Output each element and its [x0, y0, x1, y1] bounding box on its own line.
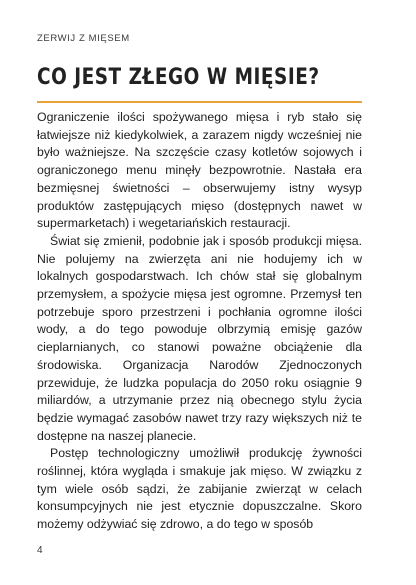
paragraph-3: Postęp technologiczny umożliwił produkcję żywności roślinnej, która wygląda i smakuje jak mięso. W związku z tym wiele osób sądzi, że zabijanie zwierząt w celach konsumpcyjnych nie jest etycznie dopuszczalne. Skoro możemy odżywiać się zdrowo, a do tego w sposób	[37, 446, 362, 532]
body-text	[37, 109, 362, 534]
running-header: ZERWIJ Z MIĘSEM	[37, 33, 130, 44]
title-underline	[37, 101, 362, 103]
paragraph-2: Świat się zmienił, podobnie jak i sposób produkcji mięsa. Nie polujemy na zwierzęta ani nie hodujemy ich w lokalnych gospodarstwach. Ich chów stał się globalnym przemysłem, a spożycie mięsa jest ogromne. Przemysł ten potrzebuje sporo przestrzeni i pochłania ogromne ilości wody, a do tego powoduje olbrzymią emisję gazów cieplarnianych, co stanowi poważne obciążenie dla środowiska. Organizacja Narodów Zjednoczonych przewiduje, że ludzka populacja do 2050 roku osiągnie 9 miliardów, a utrzymanie przez nią obecnego stylu życia będzie wymagać zasobów nawet trzy razy większych niż te dostępne na naszej planecie.	[37, 233, 362, 443]
page-number: 4	[37, 545, 43, 556]
paragraph-1: Ograniczenie ilości spożywanego mięsa i ryb stało się łatwiejsze niż kiedykolwiek, a zarazem nigdy wcześniej nie było ważniejsze. Na szczęście czasy kotletów sojowych i ograniczonego menu minęły bezpowrotnie. Nastała era bezmięsnej świetności – obserwujemy istny wysyp produktów zastępujących mięso (dostępnych nawet w supermarketach) i wegetariańskich restauracji.	[37, 110, 362, 231]
chapter-title: CO JEST ZŁEGO W MIĘSIE?	[37, 65, 320, 90]
